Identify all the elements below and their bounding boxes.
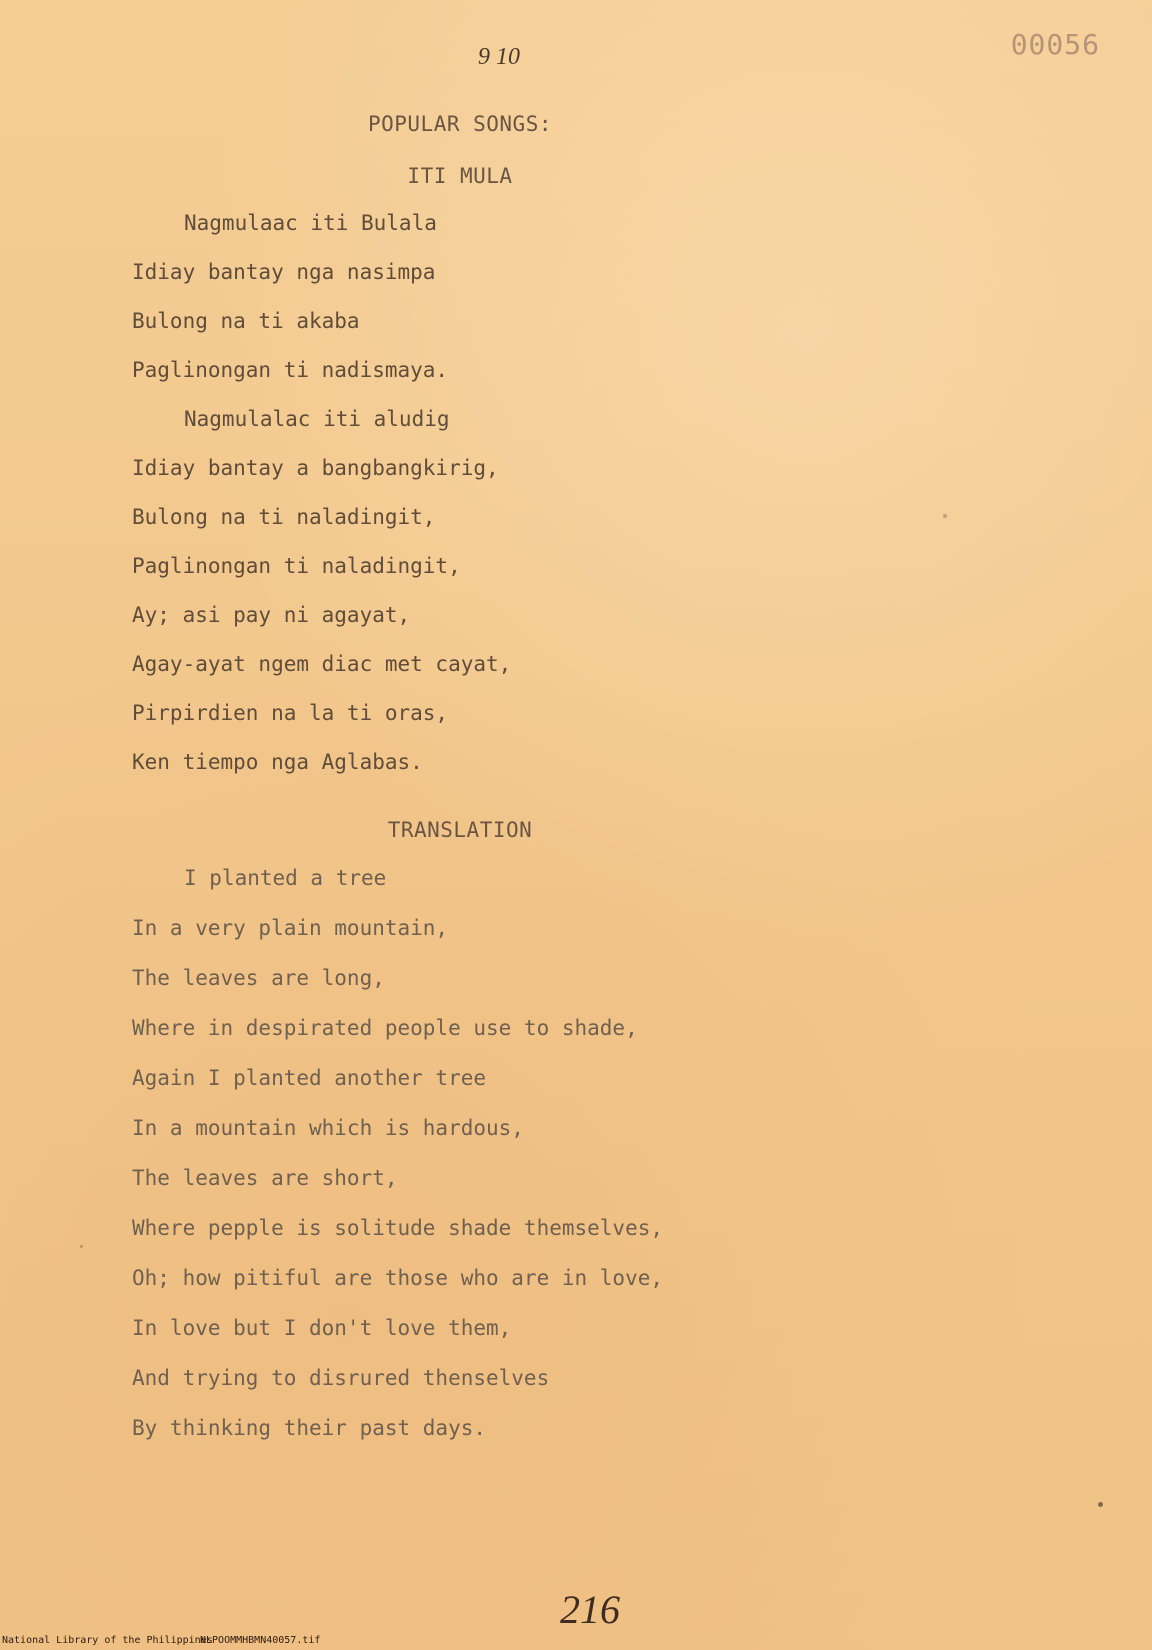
image-filename: NLPOOMMHBMN40057.tif bbox=[200, 1635, 321, 1646]
document-title: POPULAR SONGS: bbox=[367, 112, 552, 136]
original-line-3: Bulong na ti akaba bbox=[132, 309, 360, 333]
original-line-12: Ken tiempo nga Aglabas. bbox=[132, 750, 423, 774]
translation-line-5: Again I planted another tree bbox=[132, 1066, 487, 1090]
translation-line-11: And trying to disrured thenselves bbox=[132, 1366, 550, 1390]
ink-speck bbox=[80, 1245, 83, 1248]
translation-line-2: In a very plain mountain, bbox=[132, 916, 449, 940]
ink-speck bbox=[943, 514, 947, 518]
original-line-10: Agay-ayat ngem diac met cayat, bbox=[132, 652, 512, 676]
original-line-4: Paglinongan ti nadismaya. bbox=[132, 358, 449, 382]
original-line-7: Bulong na ti naladingit, bbox=[132, 505, 436, 529]
original-line-5: Nagmulalac iti aludig bbox=[184, 407, 450, 431]
library-credit: National Library of the Philippines bbox=[2, 1635, 213, 1646]
page-note: 9 10 bbox=[478, 44, 520, 70]
original-line-11: Pirpirdien na la ti oras, bbox=[132, 701, 449, 725]
translation-line-8: Where pepple is solitude shade themselves, bbox=[132, 1216, 664, 1240]
original-line-2: Idiay bantay nga nasimpa bbox=[132, 260, 436, 284]
original-line-8: Paglinongan ti naladingit, bbox=[132, 554, 461, 578]
original-line-6: Idiay bantay a bangbangkirig, bbox=[132, 456, 499, 480]
translation-line-9: Oh; how pitiful are those who are in love, bbox=[132, 1266, 664, 1290]
translation-line-7: The leaves are short, bbox=[132, 1166, 398, 1190]
translation-line-4: Where in despirated people use to shade, bbox=[132, 1016, 638, 1040]
translation-title: TRANSLATION bbox=[387, 818, 533, 842]
translation-line-3: The leaves are long, bbox=[132, 966, 385, 990]
translation-line-6: In a mountain which is hardous, bbox=[132, 1116, 524, 1140]
translation-line-1: I planted a tree bbox=[184, 866, 387, 890]
ink-speck bbox=[1098, 1502, 1103, 1507]
archive-number: 00056 bbox=[1010, 28, 1100, 61]
original-line-9: Ay; asi pay ni agayat, bbox=[132, 603, 411, 627]
translation-line-10: In love but I don't love them, bbox=[132, 1316, 512, 1340]
translation-line-12: By thinking their past days. bbox=[132, 1416, 487, 1440]
song-title: ITI MULA bbox=[407, 164, 513, 188]
handwritten-page-number: 216 bbox=[560, 1587, 620, 1632]
original-line-1: Nagmulaac iti Bulala bbox=[184, 211, 437, 235]
